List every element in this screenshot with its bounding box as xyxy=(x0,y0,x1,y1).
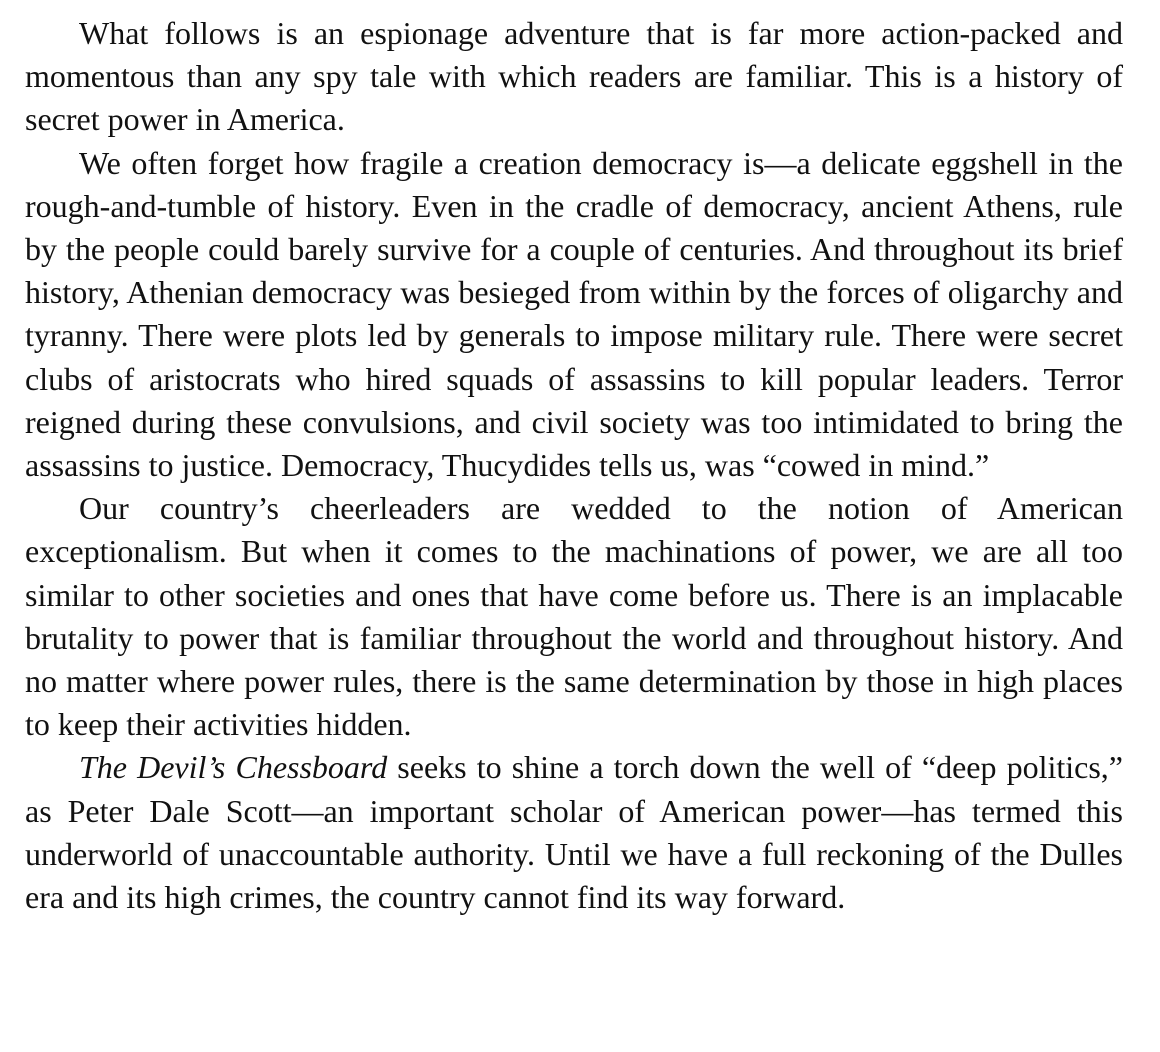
book-title: The Devil’s Chessboard xyxy=(79,749,388,786)
paragraph-devils-chessboard xyxy=(25,746,1123,919)
paragraph-text: seeks to shine a torch down the well of “deep politics,” as Peter Dale Scott—an important scholar of American power—has termed this underworld of unaccountable authority. Until we have a full reckoning of the Dulles era and its high crimes, the country cannot find its way forward. xyxy=(25,749,1124,916)
paragraph-text: Our country’s cheerleaders are wedded to the notion of American exceptionalism. But when it comes to the machinations of power, we are all too similar to other societies and ones that have come before us. There is an implacable brutality to power that is familiar throughout the world and throughout history. And no matter where power rules, there is the same determination by those in high places to keep their activities hidden. xyxy=(25,490,1123,743)
paragraph-espionage xyxy=(25,12,1123,142)
paragraph-text: What follows is an espionage adventure that is far more action-packed and momentous than any spy tale with which readers are familiar. This is a history of secret power in America. xyxy=(25,15,1123,138)
paragraph-text: We often forget how fragile a creation democracy is—a delicate eggshell in the rough-and-tumble of history. Even in the cradle of democracy, ancient Athens, rule by the people could barely survive for a couple of centuries. And throughout its brief history, Athenian democracy was besieged from within by the forces of oligarchy and tyranny. There were plots led by generals to impose military rule. There were secret clubs of aristocrats who hired squads of assassins to kill popular leaders. Terror reigned during these convulsions, and civil society was too intimidated to bring the assassins to justice. Democracy, Thucydides tells us, was “cowed in mind.” xyxy=(25,144,1123,484)
paragraph-democracy xyxy=(25,142,1123,488)
paragraph-exceptionalism xyxy=(25,487,1123,746)
document-page xyxy=(25,12,1123,919)
